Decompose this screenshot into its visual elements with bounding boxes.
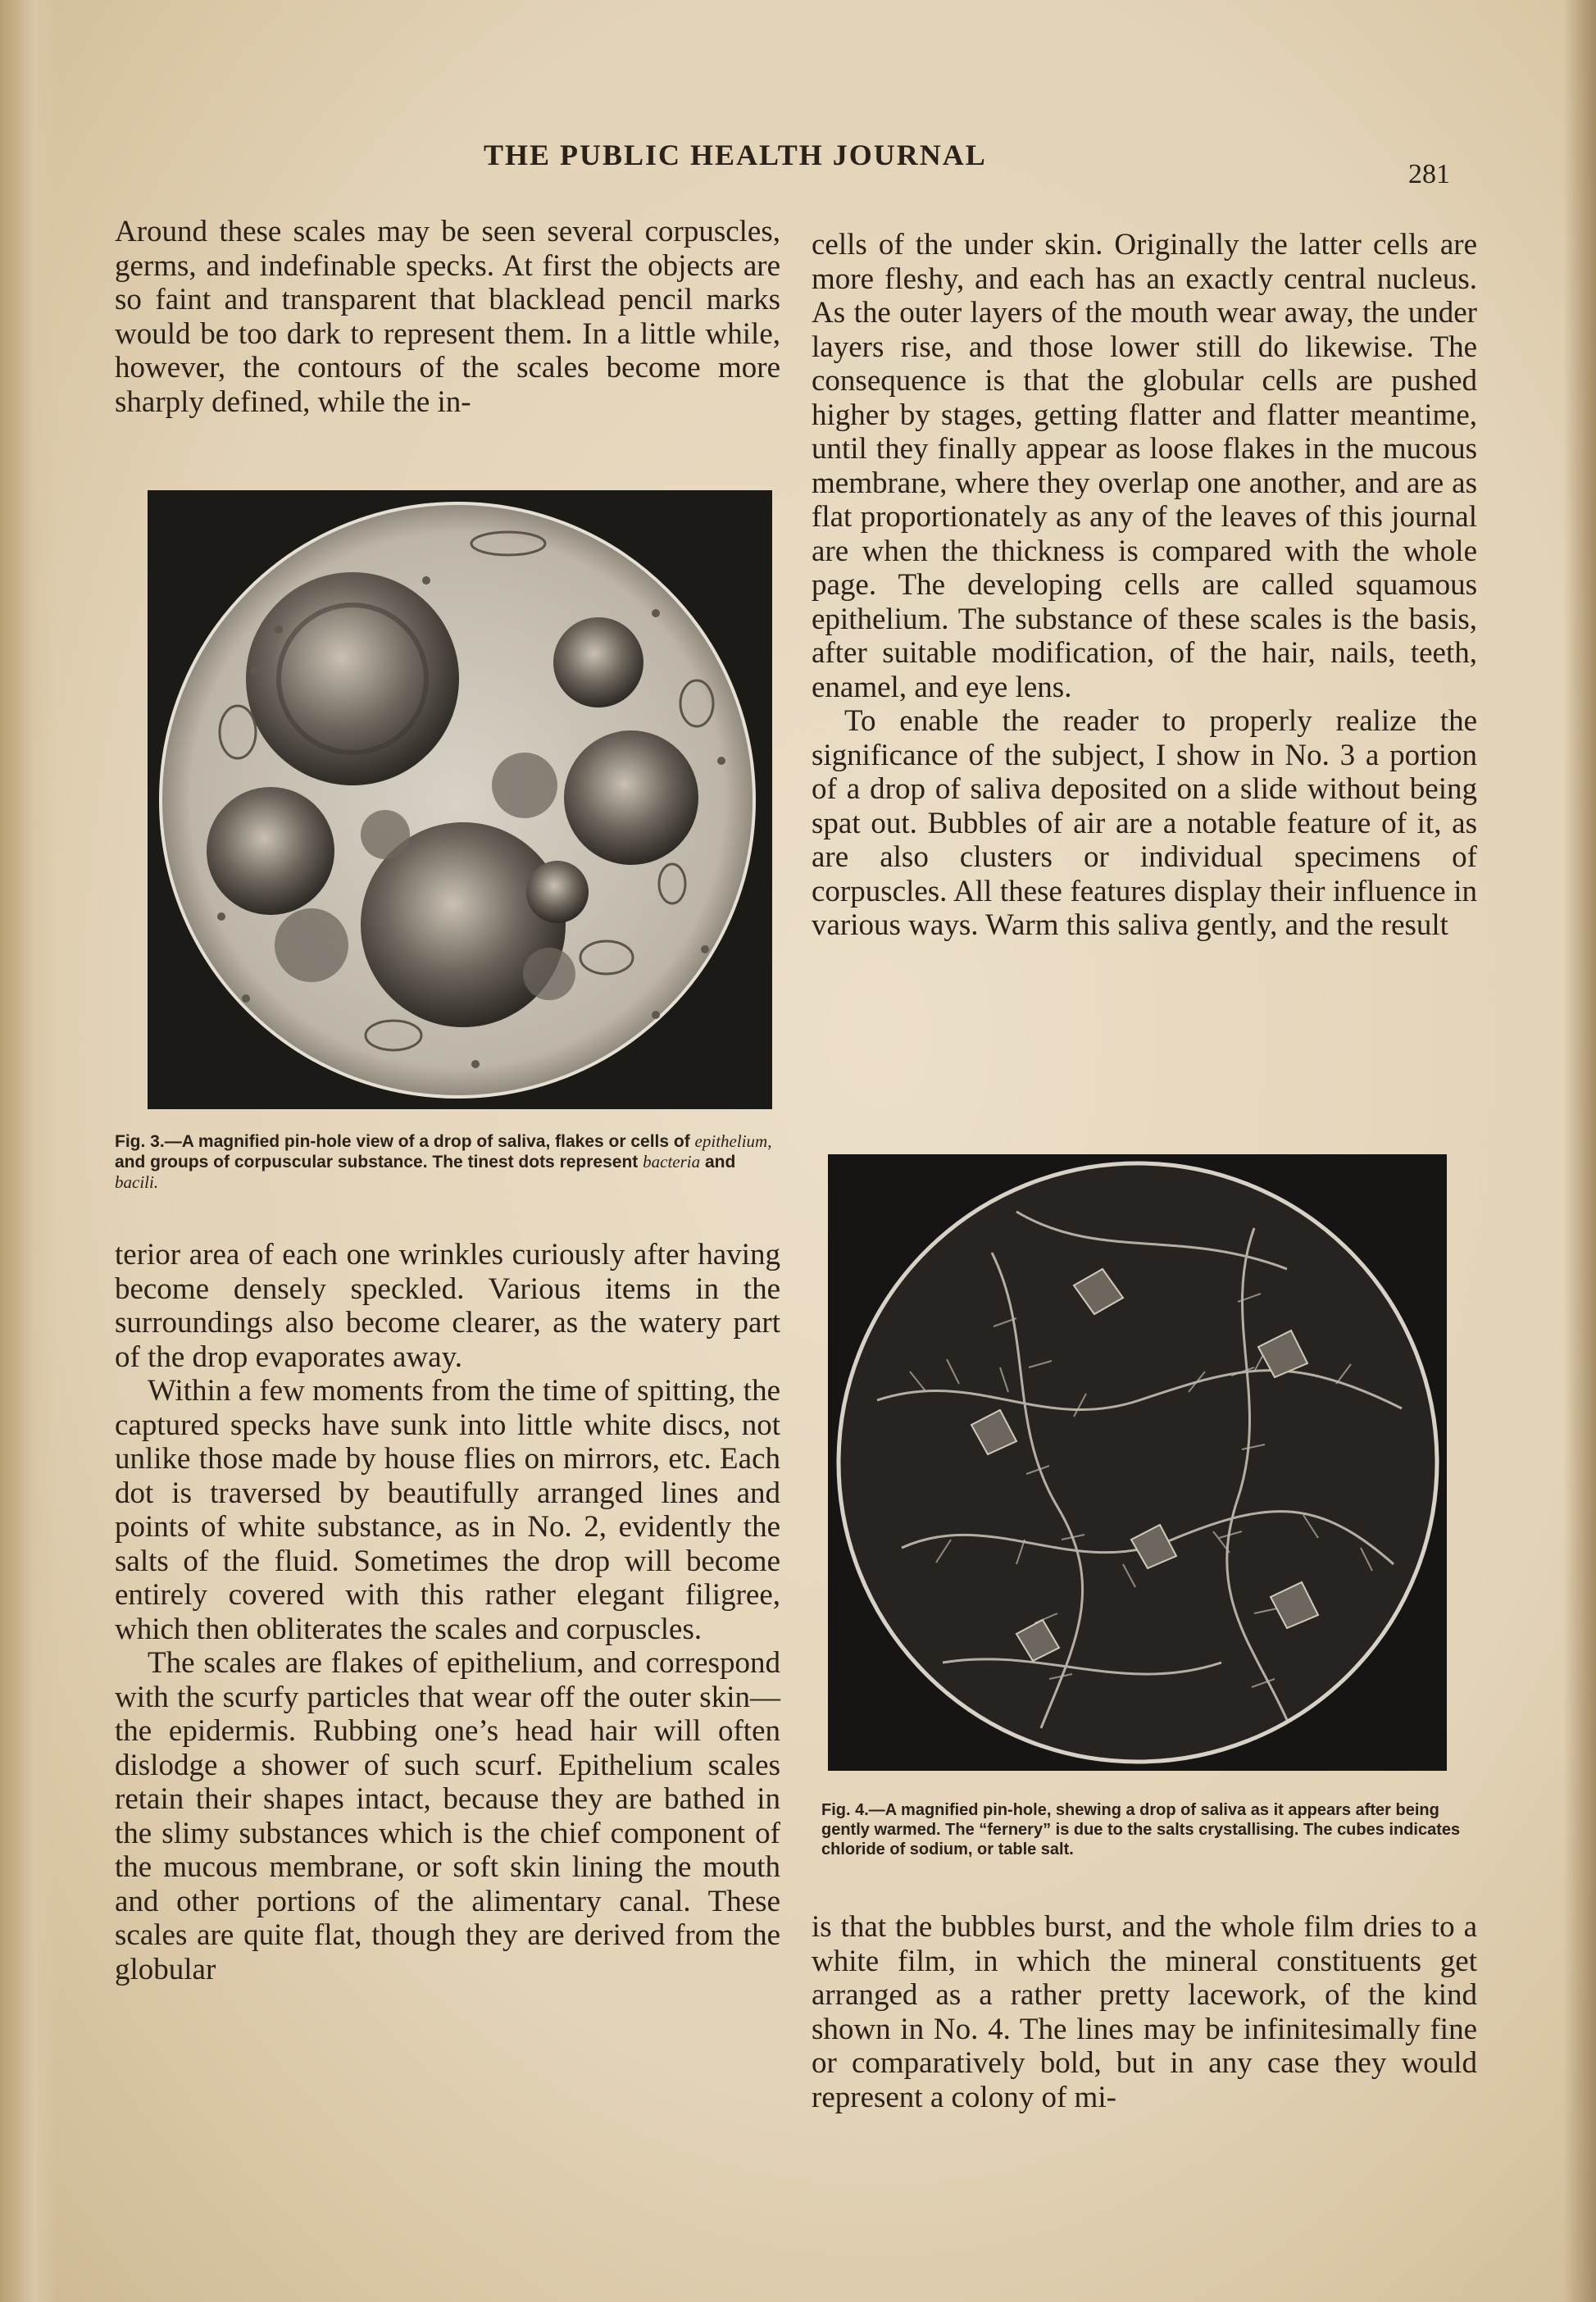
paragraph-enable: To enable the reader to properly realize the significance of the subject, I show in No. 3 a portion of a drop of saliva deposited on a slide without being spat out. Bubbles of air are a notable feature of it, as are also clusters or individual specimens of corpuscles. All these features display their influence in various ways. Warm this saliva gently, and the result <box>812 704 1477 942</box>
page-edge-shadow <box>1563 0 1596 2302</box>
paragraph-within: Within a few moments from the time of spitting, the captured specks have sunk into little white discs, not unlike those made by house flies on mirrors, etc. Each dot is traversed by beautifully arranged lines and points of white substance, as in No. 2, evidently the salts of the fluid. Sometimes the drop will become entirely covered with this rather elegant filigree, which then obliterates the scales and corpuscles. <box>115 1374 780 1646</box>
figure-4-caption-text: Fig. 4.—A magnified pin-hole, shewing a drop of saliva as it appears after being gently warmed. The “fernery” is due to the salts crystallising. The cubes indicates chloride of sodium, or table salt. <box>821 1801 1461 1858</box>
paragraph-bubbles: is that the bubbles burst, and the whole film dries to a white film, in which the mineral constituents get arranged as a rather pretty lacework, of the kind shown in No. 4. The lines may be infinitesimally fine or comparatively bold, but in any case they would represent a colony of mi- <box>812 1910 1477 2114</box>
paragraph-interior: terior area of each one wrinkles curiously after having become densely speckled. Various items in the surroundings also become clearer, as the watery part of the drop evaporates away. <box>115 1238 780 1374</box>
figure-3-caption <box>115 1131 780 1193</box>
figure-3-image <box>148 490 772 1109</box>
figure-4-image <box>828 1154 1447 1771</box>
figure-3-caption-italic-1: epithelium, <box>694 1131 772 1151</box>
figure-3-caption-text-a: —A magnified pin-hole view of a drop of saliva, flakes or cells of <box>164 1132 695 1151</box>
figure-4-caption <box>821 1800 1473 1859</box>
page-number: 281 <box>1408 159 1450 189</box>
crystallised-saliva-illustration <box>828 1154 1447 1771</box>
left-column-top <box>115 215 780 419</box>
figure-3-caption-italic-3: bacili. <box>115 1172 159 1192</box>
paragraph-cells: cells of the under skin. Originally the latter cells are more fleshy, and each has an exactly central nucleus. As the outer layers of the mouth wear away, the under layers rise, and those lower still do likewise. The consequence is that the globular cells are pushed higher by stages, getting flatter and flatter meantime, until they finally appear as loose flakes in the mucous membrane, where they overlap one another, and are as flat proportionately as any of the leaves of this journal are when the thickness is compared with the whole page. The developing cells are called squamous epithelium. The substance of these scales is the basis, after suitable modification, of the hair, nails, teeth, enamel, and eye lens. <box>812 228 1477 704</box>
figure-3-caption-italic-2: bacteria <box>643 1152 701 1171</box>
paragraph-scales: The scales are flakes of epithelium, and correspond with the scurfy particles that wear off the outer skin—the epidermis. Rubbing one’s head hair will often dislodge a shower of such scurf. Epithelium scales retain their shapes intact, because they are bathed in the slimy substances which is the chief component of the mucous membrane, or soft skin lining the mouth and other portions of the alimentary canal. These scales are quite flat, though they are derived from the globular <box>115 1646 780 1986</box>
right-column-top <box>812 228 1477 943</box>
saliva-drop-illustration <box>148 490 772 1109</box>
figure-3-caption-text-b: and groups of corpuscular substance. The tinest dots represent <box>115 1153 643 1171</box>
figure-3-caption-text-c: and <box>700 1153 736 1171</box>
right-column-bottom <box>812 1910 1477 2114</box>
book-spine-shadow <box>0 0 57 2302</box>
running-title: THE PUBLIC HEALTH JOURNAL <box>484 139 987 171</box>
paragraph-around: Around these scales may be seen several corpuscles, germs, and indefinable specks. At first the objects are so faint and transparent that blacklead pencil marks would be too dark to represent them. In a little while, however, the contours of the scales become more sharply defined, while the in- <box>115 215 780 419</box>
figure-3-caption-label: Fig. 3. <box>115 1132 165 1151</box>
left-column-bottom <box>115 1238 780 1986</box>
